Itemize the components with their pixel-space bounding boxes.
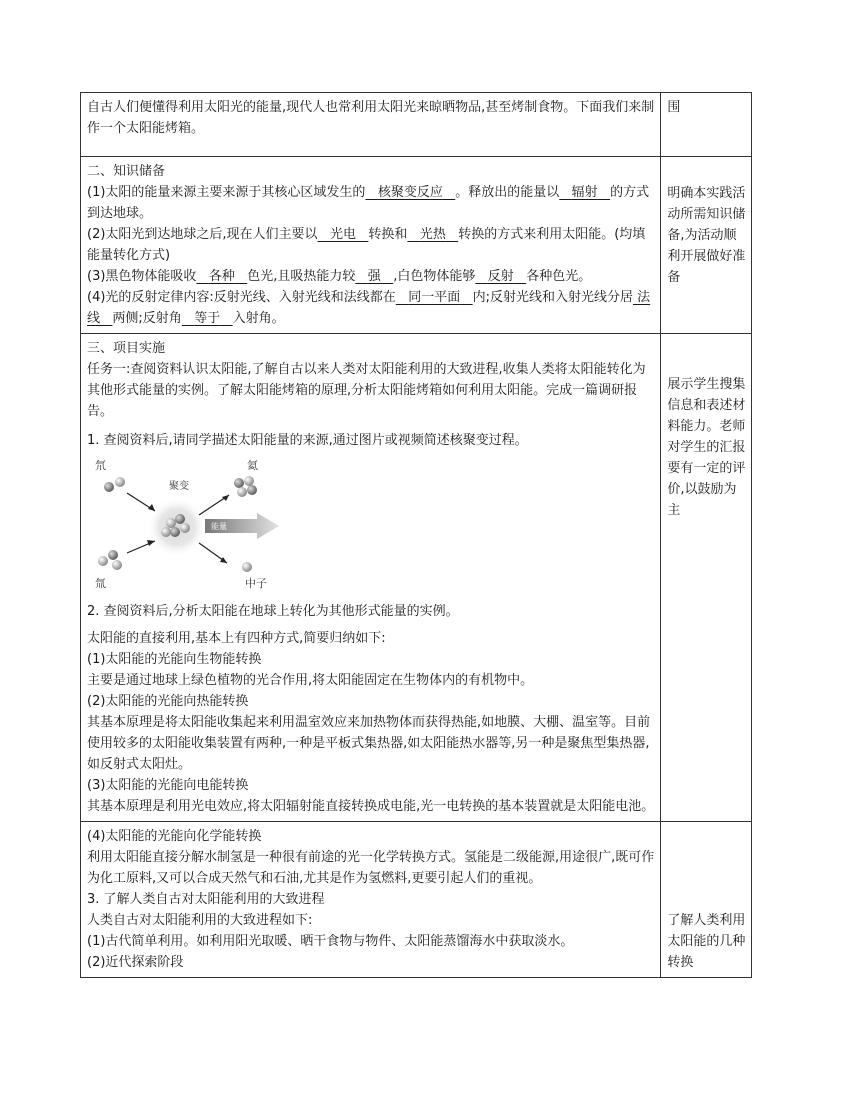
methods-intro: 太阳能的直接利用,基本上有四种方式,简要归纳如下: [87,631,386,646]
history-point-2: (2)近代探索阶段 [87,955,184,970]
fusion-diagram-svg [87,455,297,595]
continuation-cell [81,822,661,978]
method-2-title: (2)太阳能的光能向热能转换 [87,694,249,709]
side-note-text: 了解人类利用太阳能的几种转换 [667,913,746,970]
lesson-table [80,92,752,978]
table-row [81,157,752,334]
question-4: (4)光的反射定律内容:反射光线、入射光线和法线都在 同一平面 内;反射光线和入射光线分居 法线 两侧;反射角 等于 入射角。 [87,290,651,326]
answer-blank: 强 [367,269,381,284]
knowledge-cell [81,157,661,334]
neutron-label: 中子 [245,577,267,590]
answer-blank: 法线 [87,290,651,326]
item-3-intro: 人类自古对太阳能利用的大致进程如下: [87,913,313,928]
method-3-title: (3)太阳能的光能向电能转换 [87,778,249,793]
method-1-body: 主要是通过地球上绿色植物的光合作用,将太阳能固定在生物体内的有机物中。 [87,673,534,688]
history-point-1: (1)古代简单利用。如利用阳光取暖、晒干食物与物件、太阳能蒸馏海水中获取淡水。 [87,934,574,949]
question-1: (1)太阳的能量来源主要来源于其核心区域发生的 核聚变反应 。释放出的能量以 辐射 的方式到达地球。 [87,185,650,221]
question-2: (2)太阳光到达地球之后,现在人们主要以 光电 转换和 光热 转换的方式来利用太阳能。(均填能量转化方式) [87,227,646,263]
method-1-title: (1)太阳能的光能向生物能转换 [87,652,262,667]
method-4-title: (4)太阳能的光能向化学能转换 [87,829,262,844]
side-note-text: 明确本实践活动所需知识储备,为活动顺利开展做好准备 [667,186,746,285]
side-note [661,822,752,978]
table-row [81,822,752,978]
tritium-label: 氚 [95,577,106,590]
task-description: 任务一:查阅资料认识太阳能,了解自古以来人类对太阳能利用的大致进程,收集人类将太阳能转化为其他形式能量的实例。了解太阳能烤箱的原理,分析太阳能烤箱如何利用太阳能。完成一篇调研报告。 [87,362,646,419]
intro-cell [81,93,661,157]
table-row [81,334,752,822]
answer-blank: 反射 [487,269,514,284]
side-note [661,93,752,157]
implementation-cell [81,334,661,822]
answer-blank: 辐射 [571,185,598,200]
side-note [661,334,752,822]
method-2-body: 其基本原理是将太阳能收集起来利用温室效应来加热物体而获得热能,如地膜、大棚、温室等。目前使用较多的太阳能收集装置有两种,一种是平板式集热器,如太阳能热水器等,另一种是聚焦型集热器,如反射式太阳灶。 [87,715,651,772]
section-heading: 二、知识储备 [87,164,166,179]
table-row [81,93,752,157]
item-3: 3. 了解人类自古对太阳能利用的大致进程 [87,892,325,907]
section-heading: 三、项目实施 [87,341,166,356]
item-2: 2. 查阅资料后,分析太阳能在地球上转化为其他形式能量的实例。 [87,604,459,619]
side-note-text: 围 [667,100,681,115]
answer-blank: 等于 [194,311,221,326]
intro-text: 自古人们便懂得利用太阳光的能量,现代人也常利用太阳光来晾晒物品,甚至烤制食物。下面我们来制作一个太阳能烤箱。 [87,100,655,136]
side-note [661,157,752,334]
fusion-diagram [87,455,654,595]
answer-blank: 光热 [419,227,446,242]
answer-blank: 同一平面 [408,290,461,305]
method-3-body: 其基本原理是利用光电效应,将太阳辐射能直接转换成电能,光一电转换的基本装置就是太阳能电池。 [87,799,655,814]
helium-label: 氦 [247,459,258,472]
fusion-label: 聚变 [169,481,189,492]
lesson-plan-page [80,92,752,978]
method-4-body: 利用太阳能直接分解水制氢是一种很有前途的光一化学转换方式。氢能是二级能源,用途很广,既可作为化工原料,又可以合成天然气和石油,尤其是作为氢燃料,更要引起人们的重视。 [87,850,655,886]
answer-blank: 各种 [208,269,235,284]
answer-blank: 光电 [329,227,356,242]
deuterium-label: 氘 [95,459,106,472]
answer-blank: 核聚变反应 [377,185,443,200]
fusion-glow [147,497,207,557]
item-1: 1. 查阅资料后,请同学描述太阳能量的来源,通过图片或视频简述核聚变过程。 [87,433,528,448]
question-3: (3)黑色物体能吸收 各种 色光,且吸热能力较 强 ,白色物体能够 反射 各种色光。 [87,269,592,284]
side-note-text: 展示学生搜集信息和表述材料能力。老师对学生的汇报要有一定的评价,以鼓励为主 [667,377,746,518]
energy-label: 能量 [211,522,227,531]
